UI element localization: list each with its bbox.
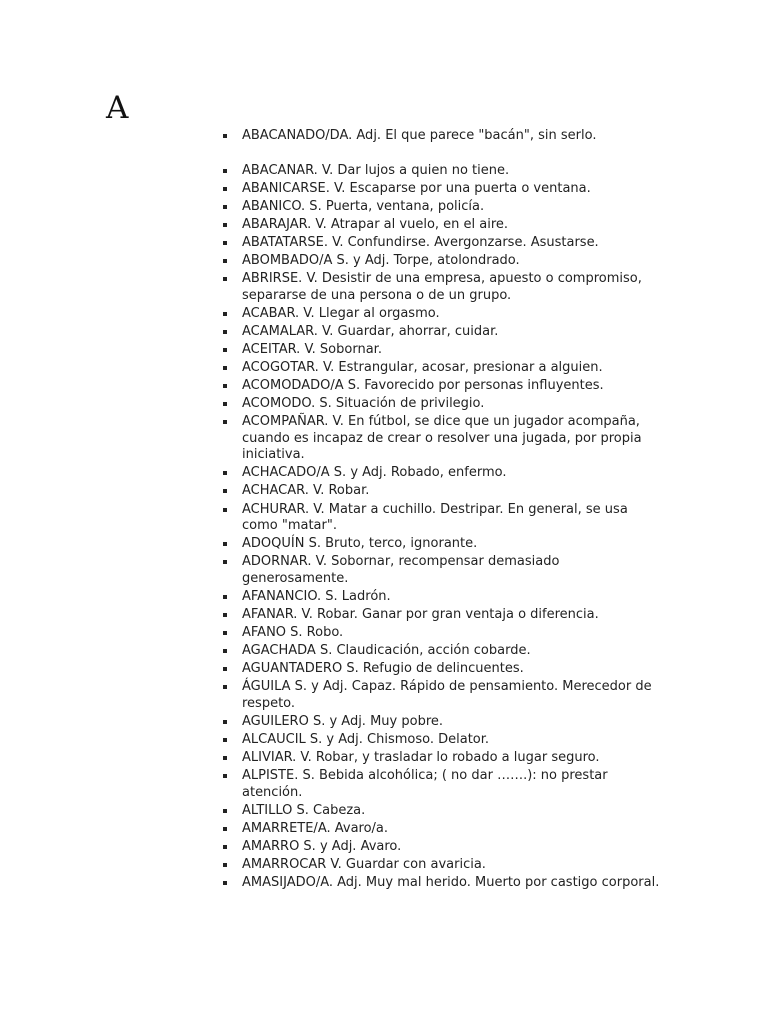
entry-text: ACABAR. V. Llegar al orgasmo. bbox=[242, 305, 440, 321]
entry-text: ABOMBADO/A S. y Adj. Torpe, atolondrado. bbox=[242, 252, 520, 268]
glossary-entry bbox=[220, 803, 660, 820]
square-bullet-icon bbox=[223, 134, 227, 138]
entry-text: ABRIRSE. V. Desistir de una empresa, apuesto o compromiso, separarse de una persona o de un grupo. bbox=[242, 271, 642, 303]
square-bullet-icon bbox=[223, 560, 227, 564]
square-bullet-icon bbox=[223, 366, 227, 370]
square-bullet-icon bbox=[223, 720, 227, 724]
entry-text: ADORNAR. V. Sobornar, recompensar demasiado generosamente. bbox=[242, 554, 560, 586]
entry-text: AFANO S. Robo. bbox=[242, 624, 344, 640]
entry-text: AMARROCAR V. Guardar con avaricia. bbox=[242, 857, 486, 872]
glossary-entry bbox=[220, 483, 660, 500]
square-bullet-icon bbox=[223, 471, 227, 475]
square-bullet-icon bbox=[223, 631, 227, 635]
glossary-entry bbox=[220, 536, 660, 553]
square-bullet-icon bbox=[223, 738, 227, 742]
entry-text: ÁGUILA S. y Adj. Capaz. Rápido de pensamiento. Merecedor de respeto. bbox=[242, 679, 652, 711]
glossary-entry bbox=[220, 679, 660, 712]
glossary-entry bbox=[220, 342, 660, 359]
entry-text: ALCAUCIL S. y Adj. Chismoso. Delator. bbox=[242, 731, 490, 747]
entry-text: AGUANTADERO S. Refugio de delincuentes. bbox=[242, 661, 524, 677]
glossary-entry bbox=[220, 396, 660, 413]
square-bullet-icon bbox=[223, 259, 227, 263]
square-bullet-icon bbox=[223, 223, 227, 227]
entry-text: ACHACADO/A S. y Adj. Robado, enfermo. bbox=[242, 465, 507, 481]
entry-text: ABARAJAR. V. Atrapar al vuelo, en el aire. bbox=[242, 216, 509, 232]
square-bullet-icon bbox=[223, 756, 227, 760]
glossary-entry bbox=[220, 643, 660, 660]
entry-text: ABACANADO/DA. Adj. El que parece "bacán", sin serlo. bbox=[242, 128, 597, 143]
square-bullet-icon bbox=[223, 241, 227, 245]
entry-text: ACHURAR. V. Matar a cuchillo. Destripar. En general, se usa como "matar". bbox=[242, 501, 628, 533]
glossary-entry bbox=[220, 465, 660, 482]
square-bullet-icon bbox=[223, 774, 227, 778]
entry-text: ACOGOTAR. V. Estrangular, acosar, presionar a alguien. bbox=[242, 359, 603, 375]
square-bullet-icon bbox=[223, 542, 227, 546]
glossary-entry bbox=[220, 768, 660, 801]
glossary-entry bbox=[220, 554, 660, 587]
square-bullet-icon bbox=[223, 613, 227, 617]
entry-text: ABATATARSE. V. Confundirse. Avergonzarse. Asustarse. bbox=[242, 234, 599, 250]
glossary-entry bbox=[220, 414, 660, 464]
square-bullet-icon bbox=[223, 384, 227, 388]
glossary-entry bbox=[220, 502, 660, 535]
square-bullet-icon bbox=[223, 863, 227, 867]
square-bullet-icon bbox=[223, 312, 227, 316]
entry-text: ACHACAR. V. Robar. bbox=[242, 483, 370, 499]
glossary-entry bbox=[220, 732, 660, 749]
square-bullet-icon bbox=[223, 667, 227, 671]
square-bullet-icon bbox=[223, 685, 227, 689]
entry-text: ABANICARSE. V. Escaparse por una puerta o ventana. bbox=[242, 180, 591, 196]
entry-text: ADOQUÍN S. Bruto, terco, ignorante. bbox=[242, 536, 478, 552]
square-bullet-icon bbox=[223, 187, 227, 191]
square-bullet-icon bbox=[223, 881, 227, 885]
glossary-entry bbox=[220, 714, 660, 731]
glossary-entry bbox=[220, 589, 660, 606]
glossary-entry bbox=[220, 750, 660, 767]
square-bullet-icon bbox=[223, 489, 227, 493]
entry-text: AMARRETE/A. Avaro/a. bbox=[242, 820, 389, 836]
glossary-entry bbox=[220, 181, 660, 198]
glossary-entry bbox=[220, 360, 660, 377]
entry-text: ACOMPAÑAR. V. En fútbol, se dice que un jugador acompaña, cuando es incapaz de crear o resolver una jugada, por propia iniciativa. bbox=[242, 414, 642, 463]
glossary-entry bbox=[220, 661, 660, 678]
glossary-entry bbox=[220, 235, 660, 252]
glossary-entry bbox=[220, 625, 660, 642]
glossary-entry bbox=[220, 839, 660, 856]
entry-text: ALIVIAR. V. Robar, y trasladar lo robado a lugar seguro. bbox=[242, 750, 600, 766]
entry-text: ACOMODADO/A S. Favorecido por personas influyentes. bbox=[242, 378, 604, 394]
glossary-entry bbox=[220, 324, 660, 341]
entry-text: AGACHADA S. Claudicación, acción cobarde. bbox=[242, 643, 531, 659]
glossary-entry bbox=[220, 253, 660, 270]
square-bullet-icon bbox=[223, 277, 227, 281]
glossary-list bbox=[220, 128, 660, 893]
square-bullet-icon bbox=[223, 402, 227, 406]
glossary-entry bbox=[220, 821, 660, 838]
glossary-entry bbox=[220, 271, 660, 304]
entry-text: ABANICO. S. Puerta, ventana, policía. bbox=[242, 198, 485, 214]
entry-text: ACOMODO. S. Situación de privilegio. bbox=[242, 396, 485, 412]
entry-text: AMARRO S. y Adj. Avaro. bbox=[242, 838, 402, 854]
entry-text: ALTILLO S. Cabeza. bbox=[242, 802, 366, 818]
square-bullet-icon bbox=[223, 595, 227, 599]
square-bullet-icon bbox=[223, 420, 227, 424]
square-bullet-icon bbox=[223, 845, 227, 849]
square-bullet-icon bbox=[223, 809, 227, 813]
square-bullet-icon bbox=[223, 649, 227, 653]
glossary-entry bbox=[220, 163, 660, 180]
glossary-entry bbox=[220, 217, 660, 234]
entry-text: AFANANCIO. S. Ladrón. bbox=[242, 588, 391, 604]
entry-text: ACAMALAR. V. Guardar, ahorrar, cuidar. bbox=[242, 323, 499, 339]
square-bullet-icon bbox=[223, 827, 227, 831]
entry-text: ABACANAR. V. Dar lujos a quien no tiene. bbox=[242, 162, 510, 178]
glossary-entry bbox=[220, 857, 660, 874]
glossary-entry bbox=[220, 199, 660, 216]
entry-text: AGUILERO S. y Adj. Muy pobre. bbox=[242, 713, 444, 729]
glossary-entry bbox=[220, 378, 660, 395]
entry-text: ALPISTE. S. Bebida alcohólica; ( no dar …….): no prestar atención. bbox=[242, 768, 608, 800]
glossary-entry bbox=[220, 306, 660, 323]
entry-text: ACEITAR. V. Sobornar. bbox=[242, 341, 382, 357]
square-bullet-icon bbox=[223, 169, 227, 173]
square-bullet-icon bbox=[223, 348, 227, 352]
square-bullet-icon bbox=[223, 205, 227, 209]
square-bullet-icon bbox=[223, 508, 227, 512]
glossary-entry bbox=[220, 875, 660, 892]
entry-text: AMASIJADO/A. Adj. Muy mal herido. Muerto por castigo corporal. bbox=[242, 875, 660, 891]
glossary-entry bbox=[220, 607, 660, 624]
section-letter-heading: A bbox=[106, 90, 129, 126]
glossary-entry bbox=[220, 128, 660, 145]
entry-text: AFANAR. V. Robar. Ganar por gran ventaja o diferencia. bbox=[242, 606, 599, 622]
square-bullet-icon bbox=[223, 330, 227, 334]
